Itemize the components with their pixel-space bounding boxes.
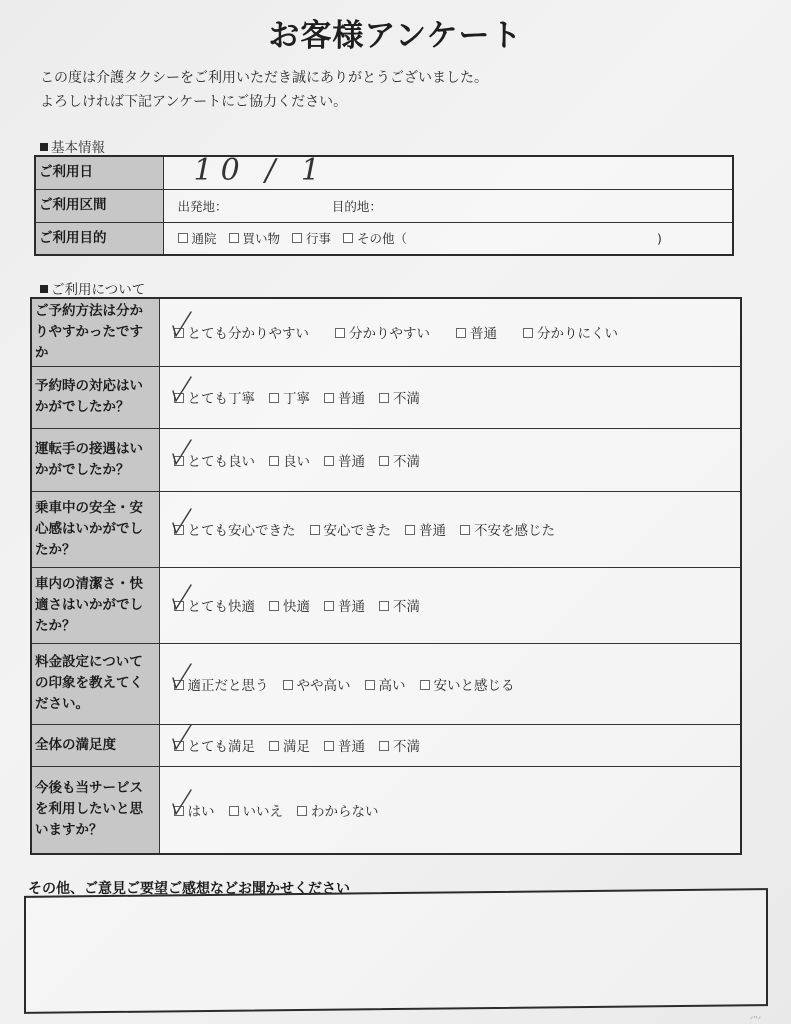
question-label: 乗車中の安全・安心感はいかがでしたか？ bbox=[31, 491, 159, 567]
option-label: 安心できた bbox=[323, 523, 391, 539]
question-options bbox=[159, 766, 741, 854]
comments-textarea[interactable] bbox=[24, 888, 768, 1014]
question-row-ride-safety bbox=[31, 491, 741, 567]
purpose-option-shopping[interactable]: 買い物 bbox=[229, 229, 281, 247]
square-bullet-icon bbox=[40, 143, 48, 151]
basic-info-table bbox=[34, 155, 734, 256]
question-row-overall-satisfaction bbox=[31, 724, 741, 766]
option-fare-impression-3[interactable] bbox=[420, 674, 515, 694]
destination-label: 目的地： bbox=[331, 198, 382, 214]
question-label: 今後も当サービスを利用したいと思いますか？ bbox=[31, 766, 159, 854]
question-label: ご予約方法は分かりやすかったですか bbox=[31, 298, 159, 366]
checkbox-icon[interactable] bbox=[269, 741, 279, 751]
checkbox-icon[interactable] bbox=[229, 806, 239, 816]
option-reservation-clarity-0[interactable] bbox=[174, 322, 310, 342]
checkbox-icon[interactable] bbox=[365, 680, 375, 690]
checkbox-icon[interactable] bbox=[178, 233, 188, 243]
usage-purpose-label: ご利用目的 bbox=[35, 222, 163, 255]
usage-purpose-field bbox=[163, 222, 733, 255]
checkbox-icon[interactable] bbox=[269, 393, 279, 403]
checkbox-icon[interactable] bbox=[379, 741, 389, 751]
option-label: 普通 bbox=[470, 326, 497, 343]
option-label: とても良い bbox=[187, 453, 255, 470]
option-label: 良い bbox=[283, 453, 310, 470]
purpose-other-closing: ) bbox=[657, 231, 662, 247]
question-label: 全体の満足度 bbox=[31, 724, 159, 766]
question-label: 車内の清潔さ・快適さはいかがでしたか？ bbox=[31, 567, 159, 643]
question-options bbox=[159, 724, 741, 766]
option-cleanliness-comfort-1[interactable] bbox=[269, 595, 310, 615]
page-title: お客様アンケート bbox=[268, 18, 523, 54]
option-label: 不満 bbox=[393, 391, 420, 407]
option-overall-satisfaction-2[interactable] bbox=[324, 735, 365, 755]
question-label: 料金設定についての印象を教えてください。 bbox=[31, 643, 159, 724]
option-reservation-response-2[interactable] bbox=[324, 387, 365, 407]
question-options bbox=[159, 643, 741, 724]
usage-table bbox=[30, 297, 742, 855]
checked-checkbox-icon[interactable] bbox=[174, 601, 184, 611]
option-cleanliness-comfort-0[interactable] bbox=[174, 595, 256, 615]
question-row-driver-service bbox=[31, 428, 741, 491]
option-label: とても満足 bbox=[187, 739, 255, 755]
option-reservation-response-3[interactable] bbox=[379, 387, 420, 407]
checkbox-icon[interactable] bbox=[292, 233, 302, 243]
option-reservation-response-0[interactable] bbox=[174, 387, 256, 407]
basic-info-heading-text: 基本情報 bbox=[51, 140, 105, 156]
checkbox-icon[interactable] bbox=[335, 328, 345, 338]
question-label: 運転手の接遇はいかがでしたか？ bbox=[31, 428, 159, 491]
usage-date-field[interactable] bbox=[163, 153, 733, 189]
checkbox-icon[interactable] bbox=[324, 601, 334, 611]
purpose-option-hospital[interactable]: 通院 bbox=[178, 229, 217, 247]
question-label: 予約時の対応はいかがでしたか？ bbox=[31, 366, 159, 428]
checkbox-icon[interactable] bbox=[379, 456, 389, 466]
option-fare-impression-2[interactable] bbox=[365, 674, 406, 694]
checked-checkbox-icon[interactable] bbox=[174, 806, 184, 816]
option-ride-safety-0[interactable] bbox=[174, 519, 296, 539]
option-label: 満足 bbox=[283, 739, 310, 755]
usage-heading bbox=[40, 278, 145, 298]
option-label: 普通 bbox=[338, 739, 365, 755]
checked-checkbox-icon[interactable] bbox=[174, 328, 184, 338]
usage-route-label: ご利用区間 bbox=[35, 189, 163, 222]
checkbox-icon[interactable] bbox=[456, 328, 466, 338]
question-options bbox=[159, 366, 741, 428]
option-label: とても快適 bbox=[187, 599, 255, 615]
question-options bbox=[159, 491, 741, 567]
option-label: 丁寧 bbox=[283, 391, 310, 407]
option-fare-impression-1[interactable] bbox=[283, 674, 351, 694]
checkbox-icon[interactable] bbox=[310, 525, 320, 535]
usage-route-row bbox=[35, 189, 733, 222]
usage-date-value: 10 / 1 bbox=[193, 153, 328, 188]
question-options bbox=[159, 298, 741, 366]
checkbox-icon[interactable] bbox=[379, 601, 389, 611]
footer-mark: ᐟ''ᐟ bbox=[749, 1015, 761, 1024]
option-label: 普通 bbox=[338, 453, 365, 470]
checkbox-icon[interactable] bbox=[460, 525, 470, 535]
option-label: いいえ bbox=[242, 803, 283, 820]
checkbox-icon[interactable] bbox=[324, 393, 334, 403]
checkbox-icon[interactable] bbox=[297, 806, 307, 816]
checkbox-icon[interactable] bbox=[379, 393, 389, 403]
checked-checkbox-icon[interactable] bbox=[174, 741, 184, 751]
option-reservation-clarity-1[interactable] bbox=[335, 322, 430, 342]
checkbox-icon[interactable] bbox=[343, 233, 353, 243]
option-label: 分かりやすい bbox=[349, 326, 430, 343]
question-row-fare-impression bbox=[31, 643, 741, 724]
checkbox-icon[interactable] bbox=[523, 328, 533, 338]
option-label: 普通 bbox=[338, 391, 365, 407]
option-label: 安いと感じる bbox=[433, 677, 515, 694]
option-reuse-intent-2[interactable] bbox=[297, 800, 379, 820]
option-label: わからない bbox=[311, 803, 379, 820]
option-reuse-intent-1[interactable] bbox=[229, 800, 284, 820]
option-label: 不安を感じた bbox=[474, 523, 555, 539]
option-label: 不満 bbox=[393, 599, 420, 615]
option-fare-impression-0[interactable] bbox=[174, 674, 269, 694]
basic-info-heading bbox=[40, 136, 105, 156]
checkbox-icon[interactable] bbox=[324, 741, 334, 751]
option-overall-satisfaction-0[interactable] bbox=[174, 735, 256, 755]
option-reservation-response-1[interactable] bbox=[269, 387, 310, 407]
intro-line-2: よろしければ下記アンケートにご協力ください。 bbox=[40, 94, 348, 110]
question-row-reuse-intent bbox=[31, 766, 741, 854]
option-label: 不満 bbox=[393, 739, 420, 755]
option-label: とても分かりやすい bbox=[187, 326, 309, 343]
option-label: 不満 bbox=[393, 453, 420, 470]
option-label: 適正だと思う bbox=[187, 677, 269, 694]
option-label: やや高い bbox=[296, 677, 351, 694]
option-overall-satisfaction-3[interactable] bbox=[379, 735, 420, 755]
option-reuse-intent-0[interactable] bbox=[174, 800, 215, 820]
usage-date-label: ご利用日 bbox=[35, 156, 163, 189]
option-overall-satisfaction-1[interactable] bbox=[269, 735, 310, 755]
usage-route-field[interactable] bbox=[163, 189, 733, 222]
checkbox-icon[interactable] bbox=[269, 601, 279, 611]
checked-checkbox-icon[interactable] bbox=[174, 525, 184, 535]
intro-line-1: この度は介護タクシーをご利用いただき誠にありがとうございました。 bbox=[40, 70, 488, 86]
checkbox-icon[interactable] bbox=[229, 233, 239, 243]
checkbox-icon[interactable] bbox=[405, 525, 415, 535]
option-reservation-clarity-2[interactable] bbox=[456, 322, 497, 342]
departure-label: 出発地： bbox=[177, 198, 228, 214]
intro-text bbox=[40, 66, 488, 114]
usage-purpose-row bbox=[35, 222, 733, 255]
question-options bbox=[159, 428, 741, 491]
option-cleanliness-comfort-3[interactable] bbox=[379, 595, 420, 615]
option-reservation-clarity-3[interactable] bbox=[523, 322, 618, 342]
checkbox-icon[interactable] bbox=[283, 680, 293, 690]
option-ride-safety-1[interactable] bbox=[310, 519, 392, 539]
usage-date-row bbox=[35, 156, 733, 189]
option-label: とても安心できた bbox=[187, 523, 296, 539]
option-label: はい bbox=[187, 803, 215, 820]
option-label: とても丁寧 bbox=[187, 391, 255, 407]
checked-checkbox-icon[interactable] bbox=[174, 456, 184, 466]
purpose-option-event[interactable]: 行事 bbox=[292, 229, 331, 247]
question-options bbox=[159, 567, 741, 643]
checkbox-icon[interactable] bbox=[324, 456, 334, 466]
question-row-reservation-response bbox=[31, 366, 741, 428]
checkbox-icon[interactable] bbox=[420, 680, 430, 690]
question-row-reservation-clarity bbox=[31, 298, 741, 366]
option-driver-service-1[interactable] bbox=[269, 450, 310, 470]
checked-checkbox-icon[interactable] bbox=[174, 680, 184, 690]
option-driver-service-0[interactable] bbox=[174, 450, 256, 470]
comments-heading: その他、ご意見ご要望ご感想などお聞かせください bbox=[28, 881, 350, 897]
option-label: 普通 bbox=[419, 523, 446, 539]
option-ride-safety-2[interactable] bbox=[405, 519, 446, 539]
option-driver-service-3[interactable] bbox=[379, 450, 420, 470]
option-label: 分かりにくい bbox=[537, 326, 618, 343]
checked-checkbox-icon[interactable] bbox=[174, 393, 184, 403]
question-row-cleanliness-comfort bbox=[31, 567, 741, 643]
option-label: 普通 bbox=[338, 599, 365, 615]
option-driver-service-2[interactable] bbox=[324, 450, 365, 470]
option-ride-safety-3[interactable] bbox=[460, 519, 555, 539]
checkbox-icon[interactable] bbox=[269, 456, 279, 466]
option-cleanliness-comfort-2[interactable] bbox=[324, 595, 365, 615]
option-label: 快適 bbox=[283, 599, 310, 615]
option-label: 高い bbox=[378, 677, 406, 694]
usage-heading-text: ご利用について bbox=[51, 282, 146, 298]
purpose-option-other[interactable]: その他（ bbox=[343, 229, 407, 247]
square-bullet-icon bbox=[40, 285, 48, 293]
